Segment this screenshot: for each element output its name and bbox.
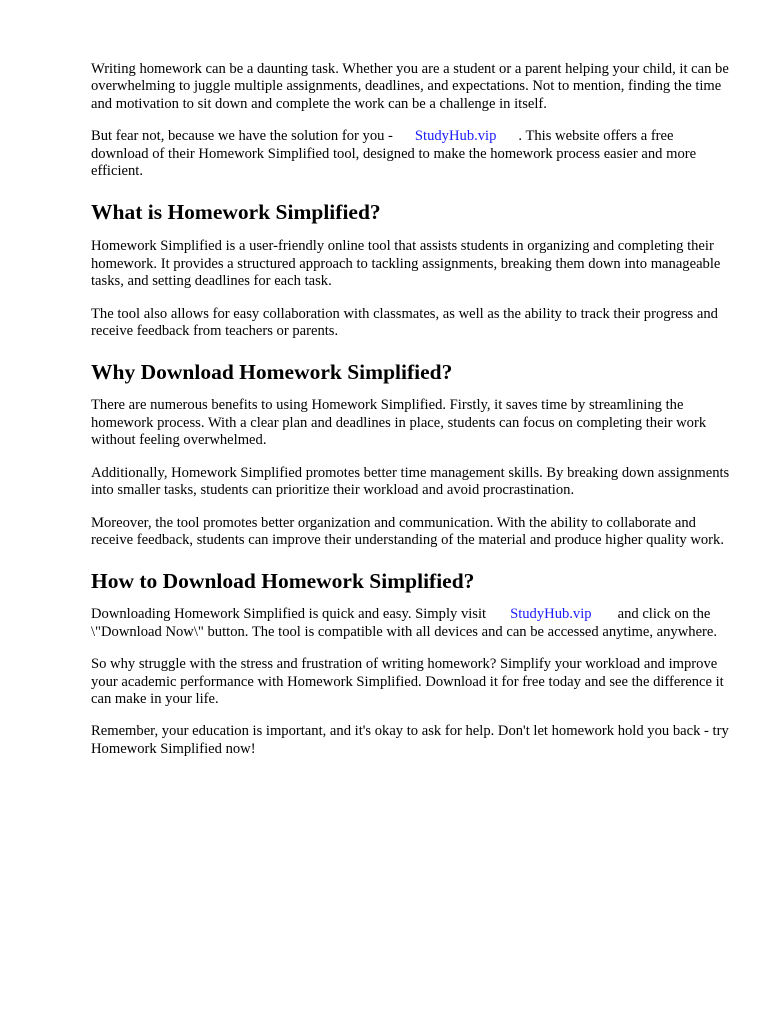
section3-paragraph-3: Remember, your education is important, and it's okay to ask for help. Don't let homework hold you back - try Homework Simplified now! [91,723,729,757]
intro-paragraph-2 [91,128,731,180]
intro-paragraph-2-tail: . This website offers a free download of their Homework Simplified tool, designed to make the homework process easier and more efficient. [91,128,697,180]
intro-paragraph-2-lead: But fear not, because we have the solution for you - [91,128,393,145]
section3-paragraph-1-lead: Downloading Homework Simplified is quick and easy. Simply visit [91,606,487,623]
section2-paragraph-2: Additionally, Homework Simplified promotes better time management skills. By breaking down assignments into smaller tasks, students can prioritize their workload and avoid procrastination. [91,464,730,499]
document-page [91,61,731,758]
heading-how-to-download: How to Download Homework Simplified? [91,569,475,594]
section1-paragraph-1: Homework Simplified is a user-friendly online tool that assists students in organizing and completing their homework. It provides a structured approach to tackling assignments, breaking them down into manageable tasks, and setting deadlines for each task. [91,238,721,290]
intro-paragraph-1: Writing homework can be a daunting task. Whether you are a student or a parent helping your child, it can be overwhelming to juggle multiple assignments, deadlines, and expectations. Not to mention, finding the time and motivation to sit down and complete the work can be a challenge in itself. [91,61,729,112]
heading-what-is: What is Homework Simplified? [91,200,381,225]
section3-paragraph-2: So why struggle with the stress and frustration of writing homework? Simplify your workload and improve your academic performance with Homework Simplified. Download it for free today and see the difference it can make in your life. [91,656,724,707]
section2-paragraph-3: Moreover, the tool promotes better organization and communication. With the ability to collaborate and receive feedback, students can improve their understanding of the material and produce higher quality work. [91,514,724,548]
studyhub-link[interactable]: StudyHub.vip [414,128,497,145]
heading-why-download: Why Download Homework Simplified? [91,360,453,385]
section3-paragraph-1 [91,606,731,641]
section3-paragraph-1-tail: and click on the \"Download Now\" button. The tool is compatible with all devices and can be accessed anytime, anywhere. [91,606,718,640]
studyhub-link-2[interactable]: StudyHub.vip [510,606,592,623]
section1-paragraph-2: The tool also allows for easy collaboration with classmates, as well as the ability to track their progress and receive feedback from teachers or parents. [91,305,718,340]
section2-paragraph-1: There are numerous benefits to using Homework Simplified. Firstly, it saves time by streamlining the homework process. With a clear plan and deadlines in place, students can focus on completing their work without feeling overwhelmed. [91,397,707,449]
